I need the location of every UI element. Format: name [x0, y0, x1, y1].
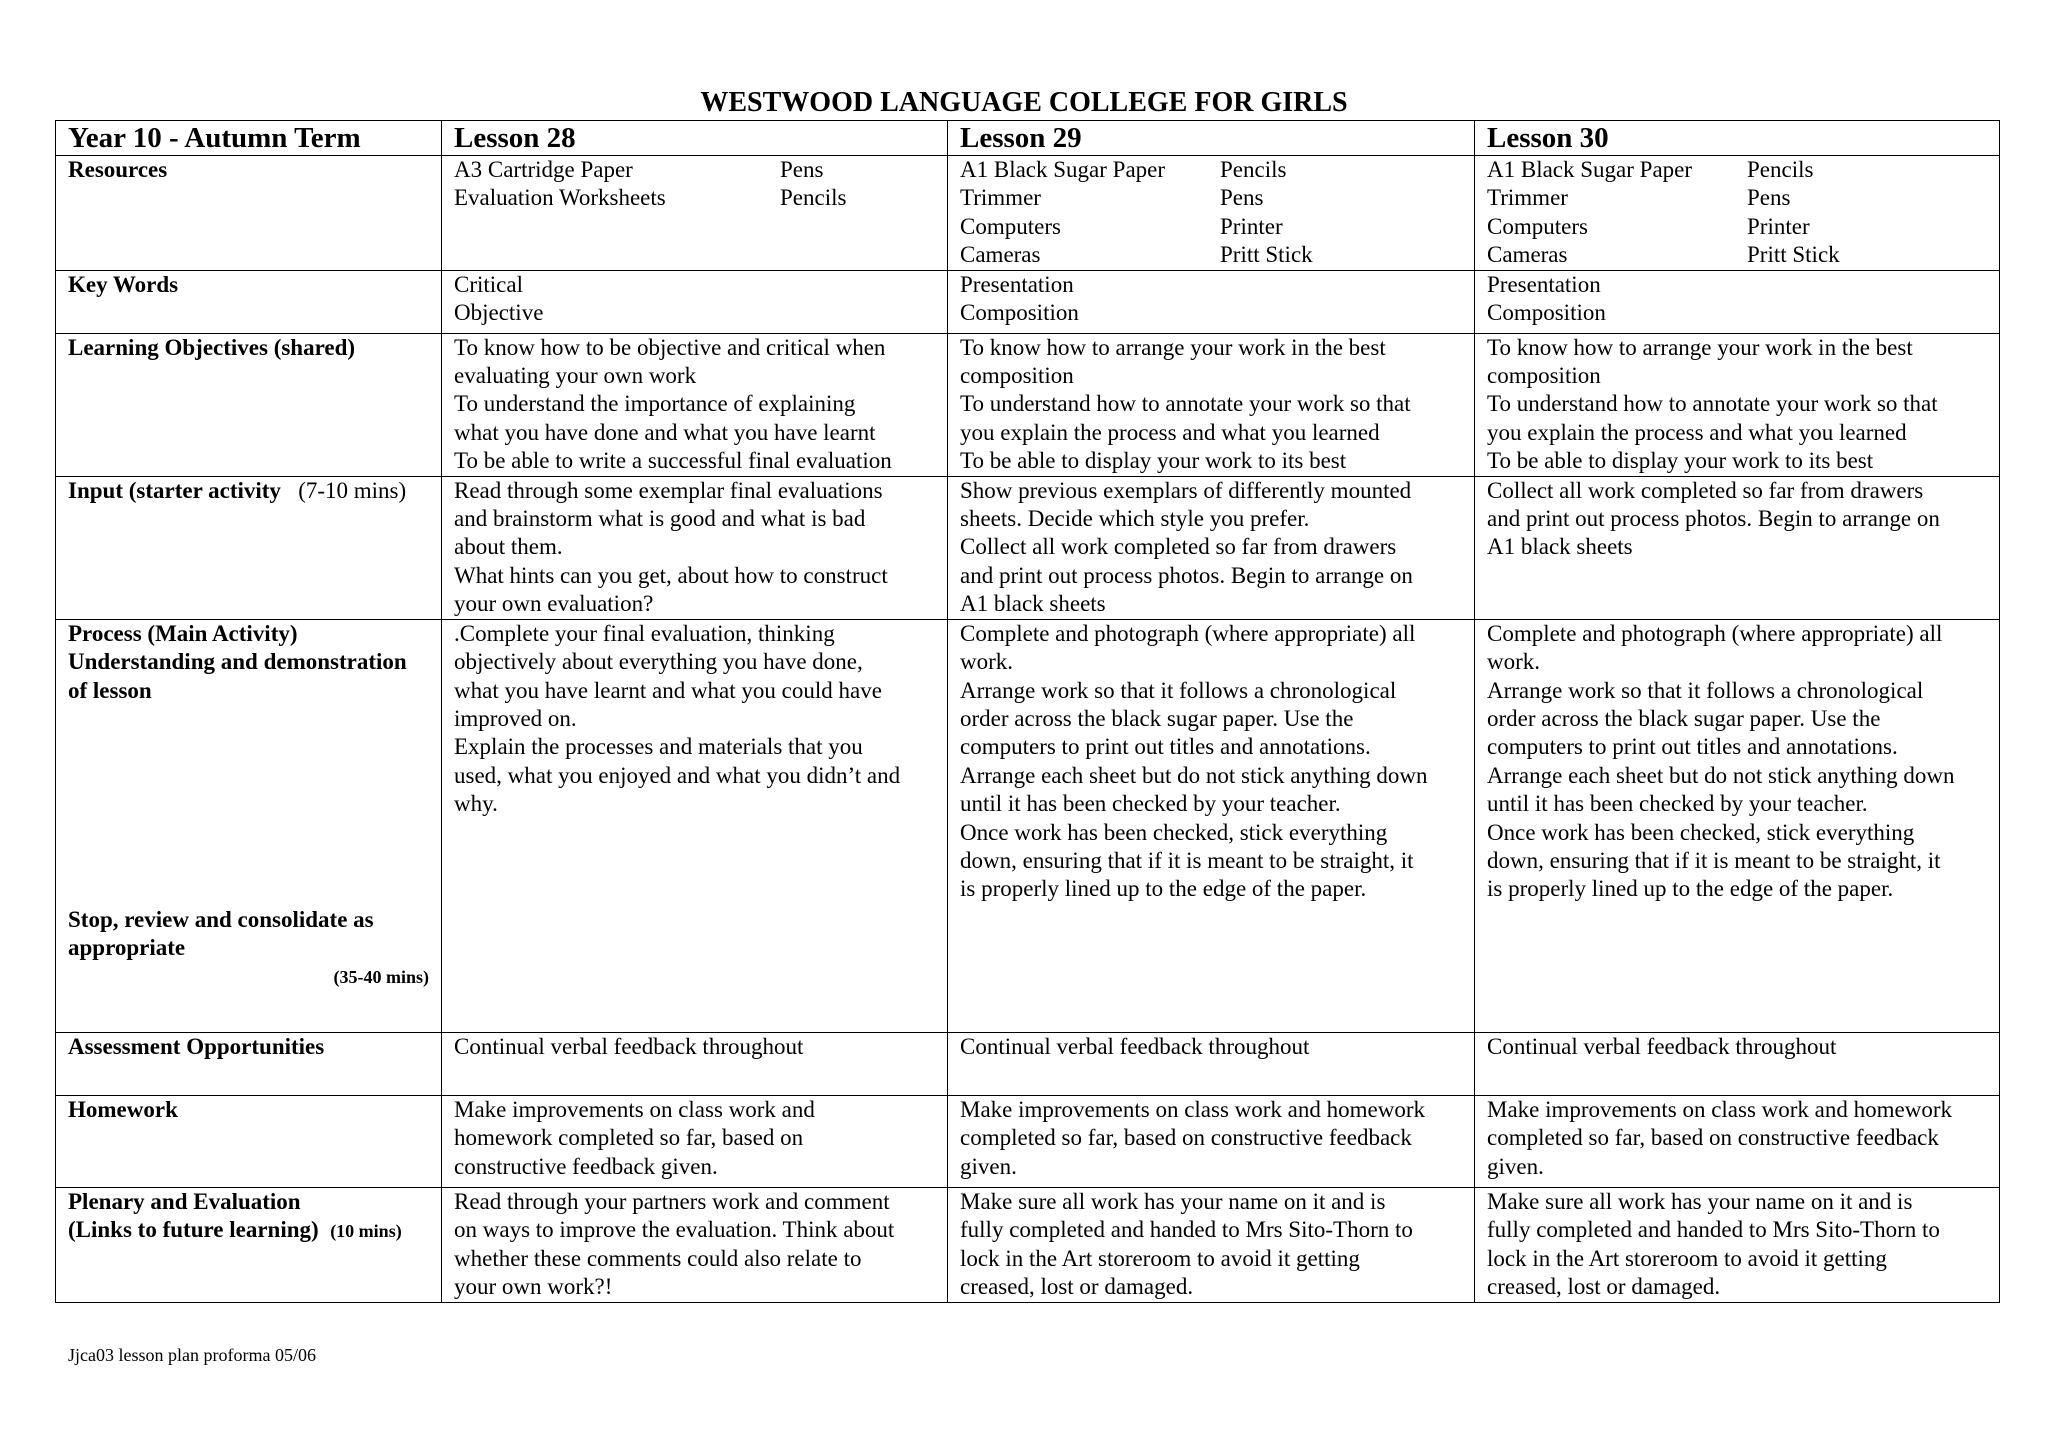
keywords-row — [56, 270, 2000, 333]
process-row — [56, 619, 2000, 1032]
objectives-row — [56, 333, 2000, 476]
assessment-lesson-29: Continual verbal feedback throughout — [948, 1032, 1475, 1095]
resources-lesson-30: A1 Black Sugar Paper Pencils Trimmer Pens Computers Printer Cameras Pritt Stick — [1475, 156, 2000, 271]
plenary-lesson-28: Read through your partners work and comment on ways to improve the evaluation. Think about whether these comments could also relate to your own work?! — [442, 1187, 948, 1302]
lesson-plan-table — [55, 120, 2000, 1303]
objectives-label: Learning Objectives (shared) — [56, 333, 442, 476]
plenary-row — [56, 1187, 2000, 1302]
footer-note: Jjca03 lesson plan proforma 05/06 — [68, 1345, 316, 1365]
objectives-lesson-30: To know how to arrange your work in the best composition To understand how to annotate your work so that you explain the process and what you learned To be able to display your work to its best — [1475, 333, 2000, 476]
homework-row — [56, 1095, 2000, 1187]
keywords-label: Key Words — [56, 270, 442, 333]
keywords-lesson-29: Presentation Composition — [948, 270, 1475, 333]
header-row — [56, 121, 2000, 156]
objectives-lesson-29: To know how to arrange your work in the best composition To understand how to annotate your work so that you explain the process and what you learned To be able to display your work to its best — [948, 333, 1475, 476]
document-title: WESTWOOD LANGUAGE COLLEGE FOR GIRLS — [700, 87, 1348, 118]
input-lesson-29: Show previous exemplars of differently mounted sheets. Decide which style you prefer. Collect all work completed so far from drawers and print out process photos. Begin to arrange on A1 black sheets — [948, 476, 1475, 619]
assessment-lesson-30: Continual verbal feedback throughout — [1475, 1032, 2000, 1095]
keywords-lesson-30: Presentation Composition — [1475, 270, 2000, 333]
assessment-lesson-28: Continual verbal feedback throughout — [442, 1032, 948, 1095]
plenary-lesson-30: Make sure all work has your name on it and is fully completed and handed to Mrs Sito-Thorn to lock in the Art storeroom to avoid it getting creased, lost or damaged. — [1475, 1187, 2000, 1302]
process-label: Process (Main Activity) Understanding and demonstration of lesson Stop, review and consolidate as appropriate (35-40 mins) — [56, 619, 442, 1032]
homework-label: Homework — [56, 1095, 442, 1187]
process-lesson-28: .Complete your final evaluation, thinking objectively about everything you have done, what you have learnt and what you could have improved on. Explain the processes and materials that you used, what you enjoyed and what you didn’t and why. — [442, 619, 948, 1032]
plenary-label: Plenary and Evaluation (Links to future learning) (10 mins) — [56, 1187, 442, 1302]
lesson-28-header: Lesson 28 — [442, 121, 948, 156]
keywords-lesson-28: Critical Objective — [442, 270, 948, 333]
assessment-label: Assessment Opportunities — [56, 1032, 442, 1095]
resources-lesson-29: A1 Black Sugar Paper Pencils Trimmer Pens Computers Printer Cameras Pritt Stick — [948, 156, 1475, 271]
process-lesson-29: Complete and photograph (where appropriate) all work. Arrange work so that it follows a chronological order across the black sugar paper. Use the computers to print out titles and annotations. Arrange each sheet but do not stick anything down until it has been checked by your teacher. Once work has been checked, stick everything down, ensuring that if it is meant to be straight, it is properly lined up to the edge of the paper. — [948, 619, 1475, 1032]
input-row — [56, 476, 2000, 619]
process-lesson-30: Complete and photograph (where appropriate) all work. Arrange work so that it follows a chronological order across the black sugar paper. Use the computers to print out titles and annotations. Arrange each sheet but do not stick anything down until it has been checked by your teacher. Once work has been checked, stick everything down, ensuring that if it is meant to be straight, it is properly lined up to the edge of the paper. — [1475, 619, 2000, 1032]
plenary-lesson-29: Make sure all work has your name on it and is fully completed and handed to Mrs Sito-Thorn to lock in the Art storeroom to avoid it getting creased, lost or damaged. — [948, 1187, 1475, 1302]
input-lesson-28: Read through some exemplar final evaluations and brainstorm what is good and what is bad about them. What hints can you get, about how to construct your own evaluation? — [442, 476, 948, 619]
resources-lesson-28: A3 Cartridge Paper Pens Evaluation Worksheets Pencils — [442, 156, 948, 271]
resources-label: Resources — [56, 156, 442, 271]
homework-lesson-30: Make improvements on class work and homework completed so far, based on constructive feedback given. — [1475, 1095, 2000, 1187]
homework-lesson-29: Make improvements on class work and homework completed so far, based on constructive feedback given. — [948, 1095, 1475, 1187]
assessment-row — [56, 1032, 2000, 1095]
lesson-29-header: Lesson 29 — [948, 121, 1475, 156]
homework-lesson-28: Make improvements on class work and homework completed so far, based on constructive feedback given. — [442, 1095, 948, 1187]
term-header: Year 10 - Autumn Term — [56, 121, 442, 156]
lesson-30-header: Lesson 30 — [1475, 121, 2000, 156]
objectives-lesson-28: To know how to be objective and critical when evaluating your own work To understand the importance of explaining what you have done and what you have learnt To be able to write a successful final evaluation — [442, 333, 948, 476]
input-label: Input (starter activity (7-10 mins) — [56, 476, 442, 619]
resources-row — [56, 156, 2000, 271]
input-lesson-30: Collect all work completed so far from drawers and print out process photos. Begin to arrange on A1 black sheets — [1475, 476, 2000, 619]
